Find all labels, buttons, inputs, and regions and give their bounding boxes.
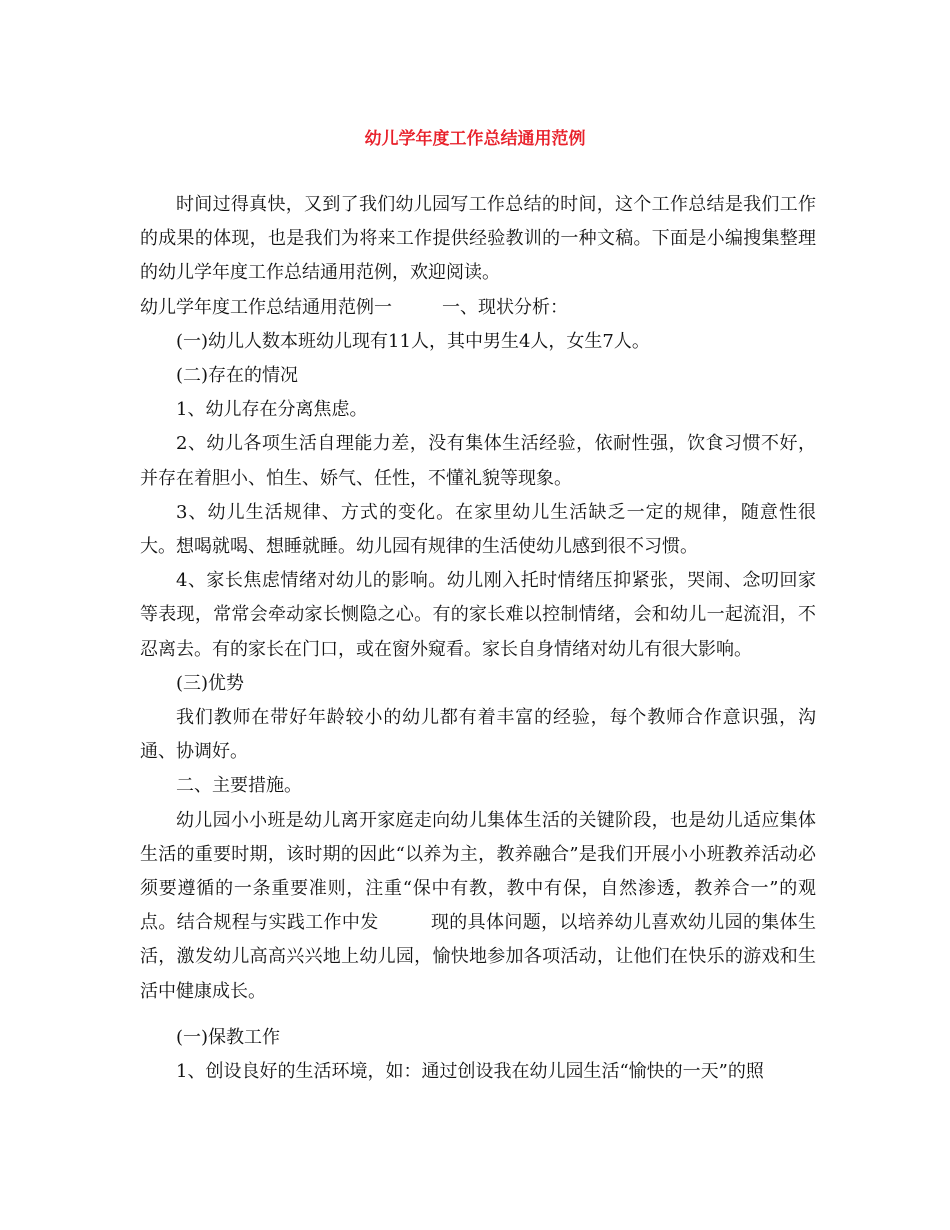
care-education-heading: (一)保教工作 — [176, 1026, 281, 1048]
child-count-paragraph: (一)幼儿人数本班幼儿现有11人，其中男生4人，女生7人。 — [176, 330, 650, 352]
environment-paragraph: 1、创设良好的生活环境，如：通过创设我在幼儿园生活“愉快的一天”的照 — [176, 1061, 764, 1083]
item-3-paragraph: 3、幼儿生活规律、方式的变化。在家里幼儿生活缺乏一定的规律，随意性很大。想喝就喝、想睡就睡。幼儿园有规律的生活使幼儿感到很不习惯。 — [140, 501, 816, 558]
document-body — [140, 188, 816, 1089]
main-measures-heading: 二、主要措施。 — [176, 775, 302, 797]
document-title: 幼儿学年度工作总结通用范例 — [364, 129, 586, 149]
item-2-paragraph: 2、幼儿各项生活自理能力差，没有集体生活经验，依耐性强，饮食习惯不好，并存在着胆小、怕生、娇气、任性，不懂礼貌等现象。 — [140, 433, 816, 489]
measures-part-1: 幼儿园小小班是幼儿离开家庭走向幼儿集体生活的关键阶段，也是幼儿适应集体生活的重要时期，该时期的因此“以养为主，教养融合”是我们开展小小班教养活动必须要遵循的一条重要准则，注重“保中有教，教中有保，自然渗透，教养合一”的观点。结合规程与实践工作中发 — [140, 809, 816, 934]
existing-situation-heading: (二)存在的情况 — [176, 365, 299, 387]
intro-paragraph: 时间过得真快，又到了我们幼儿园写工作总结的时间，这个工作总结是我们工作的成果的体现，也是我们为将来工作提供经验教训的一种文稿。下面是小编搜集整理的幼儿学年度工作总结通用范例，欢迎阅读。 — [140, 194, 816, 284]
item-1-paragraph: 1、幼儿存在分离焦虑。 — [176, 399, 368, 421]
advantage-paragraph: 我们教师在带好年龄较小的幼儿都有着丰富的经验，每个教师合作意识强，沟通、协调好。 — [140, 707, 816, 763]
status-analysis-heading: 一、现状分析： — [442, 296, 568, 318]
section-heading-line — [140, 291, 816, 325]
measures-paragraph — [140, 804, 816, 1009]
measures-part-2: 现的具体问题，以培养幼儿喜欢幼儿园的集体生活，激发幼儿高高兴兴地上幼儿园，愉快地参加各项活动，让他们在快乐的游戏和生活中健康成长。 — [140, 912, 817, 1002]
item-4-paragraph: 4、家长焦虑情绪对幼儿的影响。幼儿刚入托时情绪压抑紧张，哭闹、念叨回家等表现，常常会牵动家长恻隐之心。有的家长难以控制情绪，会和幼儿一起流泪，不忍离去。有的家长在门口，或在窗外窥看。家长自身情绪对幼儿有很大影响。 — [140, 570, 816, 660]
example-heading: 幼儿学年度工作总结通用范例一 — [140, 296, 392, 318]
advantage-heading: (三)优势 — [176, 672, 245, 694]
